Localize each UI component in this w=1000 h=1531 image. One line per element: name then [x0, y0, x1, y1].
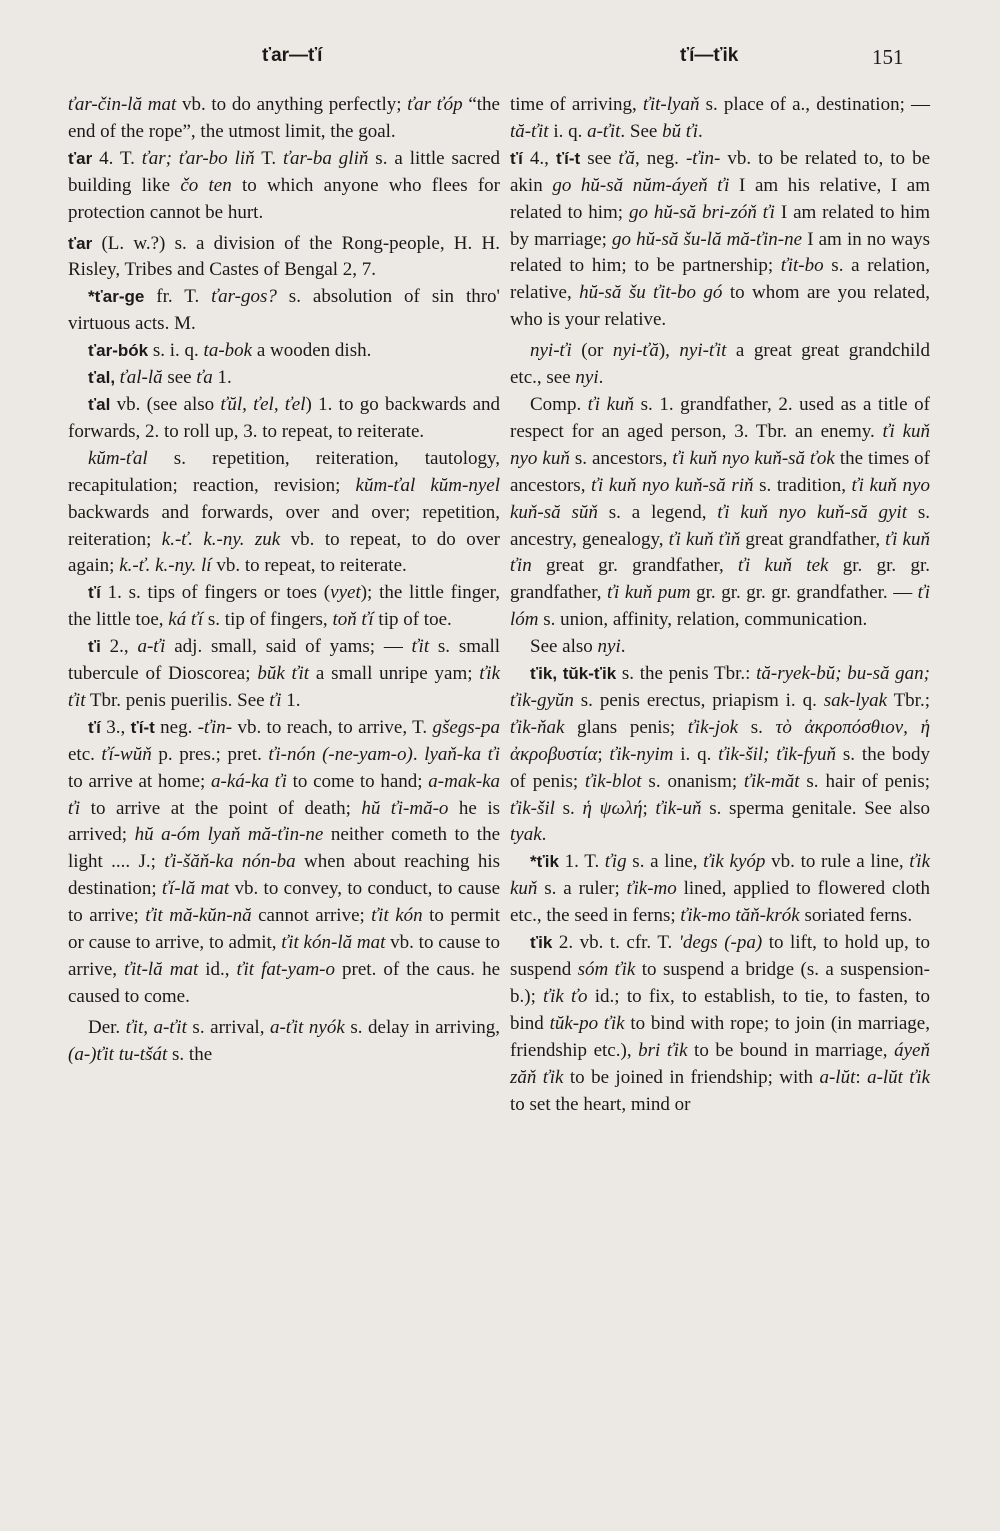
entry-text: time of arriving,	[510, 94, 643, 115]
entry-italic-text: a-ťit nyók	[270, 1016, 345, 1038]
entry-text: vb. to repeat, to do over again;	[68, 528, 500, 577]
entry-text: 4.,	[522, 147, 556, 169]
entry-text: to permit or cause to arrive, to admit,	[68, 905, 500, 954]
entry-italic-text: nyi-ťă	[612, 340, 659, 362]
entry-italic-text: ťi kuň nyo kuň-să sŭň	[510, 474, 930, 523]
entry-italic-text: -ťin-	[197, 716, 233, 738]
entry-text: neg.	[154, 716, 198, 738]
entry-text: s. penis erectus, priapism i. q.	[573, 689, 824, 711]
entry-text: p. pres.; pret.	[151, 743, 269, 765]
dictionary-entry	[68, 92, 500, 146]
entry-italic-text: ťar; ťar-bo liň	[141, 147, 255, 169]
entry-text: s. a little sacred building like	[68, 147, 501, 196]
entry-italic-text: ťik kyóp	[703, 851, 766, 873]
entry-text: vb. to do anything perfectly;	[176, 94, 408, 115]
entry-text: 2.,	[100, 636, 138, 658]
entry-text: .	[620, 636, 626, 658]
entry-text: etc.	[68, 743, 102, 765]
entry-text: to bind with rope; to join (in marriage, friendship etc.),	[510, 1012, 930, 1061]
entry-italic-text: ťar-gos?	[211, 286, 277, 308]
entry-text: he is arrived;	[68, 797, 501, 846]
entry-italic-text: ťi kuň ťin	[510, 528, 930, 577]
entry-text: s. hair of penis;	[799, 770, 930, 792]
entry-text: Der.	[88, 1016, 126, 1038]
entry-italic-text: a-ťit	[587, 120, 621, 142]
entry-text: i. q.	[548, 120, 588, 142]
entry-text: I am in no ways related to him; to be partnership;	[510, 228, 930, 277]
entry-text: to arrive at home;	[68, 770, 212, 792]
dictionary-entry	[68, 392, 500, 446]
entry-text: cannot arrive;	[251, 905, 372, 927]
entry-italic-text: ťik-măt	[744, 770, 800, 792]
entry-text: s. union, affinity, relation, communication.	[538, 609, 868, 631]
entry-text: glans penis;	[564, 716, 688, 738]
entry-italic-text: ťik ťo	[543, 985, 588, 1007]
entry-text: vb. (see also	[110, 393, 221, 415]
entry-headword: *ťik	[530, 852, 559, 872]
entry-text: s. absolution of sin thro' virtuous acts. M.	[68, 286, 500, 335]
dictionary-entry	[510, 392, 930, 634]
entry-italic-text: ťik-mo tăň-krók	[680, 905, 800, 927]
entry-text: great grandfather,	[740, 528, 886, 550]
entry-text: 2. vb. t. cfr. T.	[552, 932, 679, 954]
entry-text: s. i. q.	[148, 340, 204, 362]
entry-text: fr. T.	[144, 286, 212, 308]
entry-text: s. sperma genitale. See also	[701, 797, 930, 819]
dictionary-entry	[68, 634, 500, 715]
entry-italic-text: a-lŭt ťik	[867, 1066, 931, 1088]
entry-text: See also	[530, 636, 598, 658]
entry-italic-text: a-ťi	[137, 636, 166, 658]
entry-italic-text: hŭ a-óm lyaň mă-ťin-ne	[134, 824, 324, 846]
entry-italic-text: ťŭl, ťel, ťel	[220, 393, 306, 415]
entry-text: a great great grandchild etc., see	[510, 340, 931, 389]
dictionary-entry	[510, 634, 930, 661]
dictionary-entry	[510, 661, 930, 849]
entry-text: s. tip of fingers,	[203, 609, 333, 631]
entry-italic-text: ťik-blot	[585, 770, 642, 792]
entry-italic-text: ťit, a-ťit	[125, 1016, 187, 1038]
dictionary-entry	[68, 580, 500, 634]
entry-headword: *ťar-ge	[88, 287, 145, 307]
entry-headword: ťí	[88, 717, 101, 737]
entry-text: Tbr. penis puerilis. See	[85, 689, 270, 711]
dictionary-entry	[68, 1015, 500, 1069]
entry-italic-text: ťar ťóp	[407, 94, 463, 115]
entry-headword: ťar	[68, 148, 93, 168]
entry-italic-text: nyi-ťi	[530, 340, 572, 362]
entry-italic-text: ťi kuň tek	[738, 555, 829, 577]
running-header-left: ťar—ťí	[262, 45, 323, 66]
entry-text: s.	[554, 797, 583, 819]
entry-italic-text: ťit kón	[371, 905, 423, 927]
entry-text: s. ancestors,	[569, 447, 673, 469]
entry-text: .	[598, 367, 604, 389]
entry-italic-text: bŭk ťit	[257, 663, 310, 685]
entry-text: the times of ancestors,	[510, 447, 931, 496]
entry-italic-text: ťi lóm	[510, 582, 930, 631]
entry-italic-text: ťit kón-lă mat	[281, 932, 386, 954]
entry-italic-text: ťit-bo	[780, 255, 824, 277]
entry-text: I am his relative, I am related to him;	[510, 174, 930, 223]
entry-italic-text: ťar-čin-lă mat	[68, 94, 177, 115]
entry-text: T.	[254, 147, 284, 169]
entry-italic-text: kŭm-ťal kŭm-nyel	[355, 474, 500, 496]
dictionary-entry	[510, 338, 930, 392]
entry-text: s. a relation, relative,	[510, 255, 931, 304]
entry-text: to which anyone who flees for protection cannot be hurt.	[68, 174, 500, 223]
entry-text: s.	[738, 716, 776, 738]
entry-text: to come to hand;	[286, 770, 429, 792]
entry-italic-text: ťí-lă mat	[162, 878, 230, 900]
dictionary-entry	[510, 146, 930, 334]
entry-italic-text: ťik-ňak	[510, 716, 565, 738]
entry-italic-text: ťik-jok	[687, 716, 739, 738]
entry-italic-text: 'degs (-pa)	[678, 932, 763, 954]
entry-headword: ťal,	[88, 368, 116, 388]
entry-text: ),	[658, 340, 680, 362]
entry-text: s. the	[167, 1043, 213, 1065]
entry-text: i. q.	[673, 743, 719, 765]
entry-text: ); the little finger, the little toe,	[68, 582, 500, 631]
entry-italic-text: gšegs-pa	[432, 716, 501, 738]
entry-text: .	[412, 743, 425, 765]
entry-italic-text: go hŭ-să bri-zóň ťi	[628, 201, 775, 223]
entry-italic-text: a-lŭt	[819, 1066, 856, 1088]
entry-text: 1. T.	[558, 851, 605, 873]
entry-italic-text: ťik-šil	[510, 797, 555, 819]
entry-text: backwards and forwards, over and over; repetition, reiteration;	[68, 501, 500, 550]
entry-italic-text: ťi kuň ťiň	[668, 528, 741, 550]
entry-italic-text: tyak	[510, 824, 542, 846]
entry-text: ;	[597, 743, 610, 765]
entry-italic-text: ťi	[269, 689, 282, 711]
entry-text: s. ancestry, genealogy,	[510, 501, 930, 550]
entry-text: .	[541, 824, 547, 846]
entry-italic-text: nyi-ťit	[679, 340, 727, 362]
entry-text: ;	[642, 797, 656, 819]
entry-headword: ťí-t	[130, 717, 155, 737]
entry-text: s. arrival,	[186, 1016, 271, 1038]
entry-text: s. 1. grandfather, 2. used as a title of respect for an aged person, 3. Tbr. an enemy.	[510, 393, 931, 442]
entry-italic-text: ťik kuň	[510, 851, 930, 900]
entry-italic-text: ťar-ba gliň	[283, 147, 369, 169]
entry-headword: ťik	[530, 933, 553, 953]
entry-text: “the end of the rope”, the utmost limit, the goal.	[68, 94, 500, 142]
entry-text: s. a line,	[626, 851, 704, 873]
entry-headword: ťik, tŭk-ťik	[530, 664, 617, 684]
entry-text: Tbr.;	[887, 689, 930, 711]
entry-text: great gr. grandfather,	[531, 555, 739, 577]
entry-italic-text: lyaň-ka ťi	[424, 743, 500, 765]
dictionary-entry	[68, 284, 500, 338]
entry-italic-text: ἡ ψωλή	[582, 797, 643, 819]
entry-italic-text: ťă	[618, 147, 635, 169]
left-column	[68, 92, 500, 1069]
entry-italic-text: ťa	[196, 367, 213, 389]
entry-italic-text: hŭ ťi-mă-o	[361, 797, 449, 819]
entry-text: , neg.	[634, 147, 686, 169]
entry-text: .	[698, 120, 703, 142]
entry-text: 3.,	[100, 716, 131, 738]
entry-text: I am related to him by marriage;	[510, 201, 930, 250]
entry-text: pret. of the caus. he caused to come.	[68, 959, 500, 1007]
entry-italic-text: go hŭ-să nŭm-áyeň ťi	[552, 174, 730, 196]
entry-italic-text: ťit-lă mat	[124, 959, 199, 980]
entry-text: s. onanism;	[641, 770, 745, 792]
entry-text: vb. to repeat, to reiterate.	[211, 555, 407, 577]
entry-text: s. tradition,	[753, 474, 852, 496]
entry-text: lined, applied to flowered cloth etc., the seed in ferns;	[510, 878, 930, 927]
dictionary-entry	[510, 849, 930, 930]
entry-italic-text: ťik-šil; ťik-fyuň	[718, 743, 837, 765]
entry-italic-text: sak-lyak	[823, 689, 888, 711]
entry-italic-text: k.-ť. k.-ny. zuk	[161, 528, 281, 550]
entry-italic-text: hŭ-să šu ťit-bo gó	[579, 282, 723, 304]
entry-italic-text: ťit fat-yam-o	[236, 959, 335, 980]
entry-text: :	[855, 1066, 868, 1088]
entry-italic-text: tă-ťit	[510, 120, 549, 142]
entry-text: . See	[620, 120, 663, 142]
entry-italic-text: ťí-wŭň	[101, 743, 152, 765]
dictionary-entry	[68, 338, 500, 365]
entry-text: 1.	[212, 367, 232, 389]
entry-text: s. a legend,	[597, 501, 718, 523]
entry-text: neither cometh to the light .... J.;	[68, 824, 501, 873]
entry-text: soriated ferns.	[799, 905, 913, 927]
entry-italic-text: -ťin-	[685, 147, 721, 169]
entry-italic-text: a-ká-ka ťi	[211, 770, 287, 792]
dictionary-entry	[68, 146, 500, 227]
entry-italic-text: čo ten	[180, 174, 232, 196]
entry-italic-text: ťi kuň nyo kuň-să gyit	[717, 501, 907, 523]
entry-italic-text: ťi kuň pum	[607, 582, 691, 604]
entry-italic-text: ťik ťit	[68, 663, 501, 711]
entry-headword: ťar-bók	[88, 341, 149, 361]
entry-headword: ťí	[88, 583, 101, 603]
entry-italic-text: a-mak-ka ťi	[68, 770, 501, 819]
running-header-right: ťí—ťik	[680, 45, 739, 66]
entry-text: 1. s. tips of fingers or toes (	[100, 582, 331, 604]
entry-text: (or	[571, 340, 613, 362]
entry-text: gr. gr. gr. gr. grandfather. —	[690, 582, 918, 604]
dictionary-entry	[510, 930, 930, 1118]
entry-italic-text: τὸ ἀκροπόσθιον, ἡ ἀκροβυστία	[510, 716, 930, 765]
entry-text: adj. small, said of yams; —	[165, 636, 412, 658]
entry-text: (L. w.?) s. a division of the Rong-people, H. H. Risley, Tribes and Castes of Bengal 2, 7.	[68, 232, 500, 281]
dictionary-entry	[68, 446, 500, 581]
entry-text: Comp.	[530, 393, 588, 415]
right-column	[510, 92, 930, 1118]
entry-text: vb. to cause to arrive,	[68, 932, 500, 980]
dictionary-entry	[510, 92, 930, 146]
entry-headword: ťar	[68, 233, 93, 253]
entry-text: s. the body of penis;	[510, 743, 930, 792]
dictionary-entry	[68, 231, 500, 285]
entry-text: s. small tubercule of Dioscorea;	[68, 636, 500, 685]
entry-italic-text: ťi kuň nyo kuň-să riň	[591, 474, 754, 496]
page-number: 151	[872, 45, 904, 69]
entry-text: to whom are you related, who is your relative.	[510, 282, 930, 331]
entry-italic-text: k.-ť. k.-ny. lí	[119, 555, 212, 577]
entry-headword: ťi	[88, 637, 101, 657]
entry-italic-text: ťit	[411, 636, 430, 658]
entry-text: a wooden dish.	[252, 340, 372, 362]
entry-italic-text: tă-ryek-bŭ; bu-să gan; ťik-gyŭn	[510, 663, 930, 711]
entry-italic-text: ťik-nyim	[609, 743, 674, 765]
entry-italic-text: ťik-mo	[626, 878, 677, 900]
entry-text: id.,	[198, 959, 237, 980]
entry-text: to set the heart, mind or	[510, 1093, 691, 1115]
entry-text: s. place of a., destination; —	[699, 94, 931, 115]
entry-italic-text: ťi kuň nyo kuň	[510, 420, 931, 469]
entry-text: to be joined in friendship; with	[563, 1066, 820, 1088]
entry-italic-text: nyi	[575, 367, 599, 389]
entry-text: ) 1. to go backwards and forwards, 2. to roll up, 3. to repeat, to reiterate.	[68, 393, 501, 442]
entry-italic-text: vyet	[330, 582, 361, 604]
entry-italic-text: ťik-uň	[655, 797, 702, 819]
entry-italic-text: ká ťí	[168, 609, 204, 631]
entry-headword: ťí	[510, 148, 523, 168]
entry-italic-text: áyeň zăň ťik	[510, 1039, 930, 1088]
entry-text: vb. to reach, to arrive, T.	[232, 716, 433, 738]
entry-text: s. a ruler;	[537, 878, 627, 900]
entry-headword: ťí-t	[555, 148, 581, 168]
entry-italic-text: ťi kuň nyo kuň-să ťok	[672, 447, 835, 469]
entry-italic-text: go hŭ-să šu-lă mă-ťin-ne	[612, 228, 803, 250]
entry-text: id.; to fix, to establish, to tie, to fasten, to bind	[510, 985, 931, 1034]
entry-headword: ťal	[88, 394, 111, 414]
entry-text: vb. to rule a line,	[765, 851, 910, 873]
entry-italic-text: kŭm-ťal	[88, 447, 148, 469]
entry-text: to lift, to hold up, to suspend	[510, 932, 931, 980]
entry-text: when about reaching his destination;	[68, 851, 501, 900]
entry-italic-text: (a-)ťit tu-tšát	[68, 1043, 168, 1065]
entry-italic-text: ťi-nón (-ne-yam-o)	[268, 743, 413, 765]
entry-italic-text: ta-bok	[203, 340, 253, 362]
entry-italic-text: ťig	[604, 851, 627, 873]
entry-text: s. delay in arriving,	[344, 1016, 501, 1038]
entry-italic-text: toň ťí	[332, 609, 374, 631]
entry-italic-text: sóm ťik	[577, 959, 636, 980]
entry-text: to arrive at the point of death;	[80, 797, 362, 819]
entry-italic-text: ťal-lă	[119, 367, 163, 389]
entry-italic-text: nyi	[597, 636, 621, 658]
entry-italic-text: ťi kuň	[587, 393, 635, 415]
entry-italic-text: bŭ ťi	[662, 120, 699, 142]
entry-italic-text: ťit-lyaň	[642, 94, 700, 115]
entry-text: a small unripe yam;	[309, 663, 480, 685]
entry-italic-text: ťi-šăň-ka nón-ba	[164, 851, 296, 873]
entry-text: 4. T.	[92, 147, 142, 169]
entry-italic-text: bri ťik	[638, 1039, 688, 1061]
entry-text: tip of toe.	[373, 609, 452, 631]
entry-italic-text: ťit mă-kŭn-nă	[145, 905, 252, 927]
entry-italic-text: tŭk-po ťik	[549, 1012, 625, 1034]
entry-text: s. the penis Tbr.:	[616, 663, 757, 685]
entry-text: vb. to convey, to conduct, to cause to arrive;	[68, 878, 501, 927]
dictionary-entry	[68, 365, 500, 392]
entry-text: to be bound in marriage,	[687, 1039, 895, 1061]
entry-text: see	[580, 147, 619, 169]
entry-text: s. repetition, reiteration, tautology, recapitulation; reaction, revision;	[68, 447, 500, 496]
entry-text: 1.	[281, 689, 301, 711]
entry-text: to suspend a bridge (s. a suspension-b.);	[510, 959, 930, 1007]
dictionary-entry	[68, 715, 500, 1011]
entry-text: vb. to be related to, to be akin	[510, 147, 931, 196]
entry-text: see	[162, 367, 197, 389]
entry-text: gr. gr. gr. grandfather,	[510, 555, 930, 604]
